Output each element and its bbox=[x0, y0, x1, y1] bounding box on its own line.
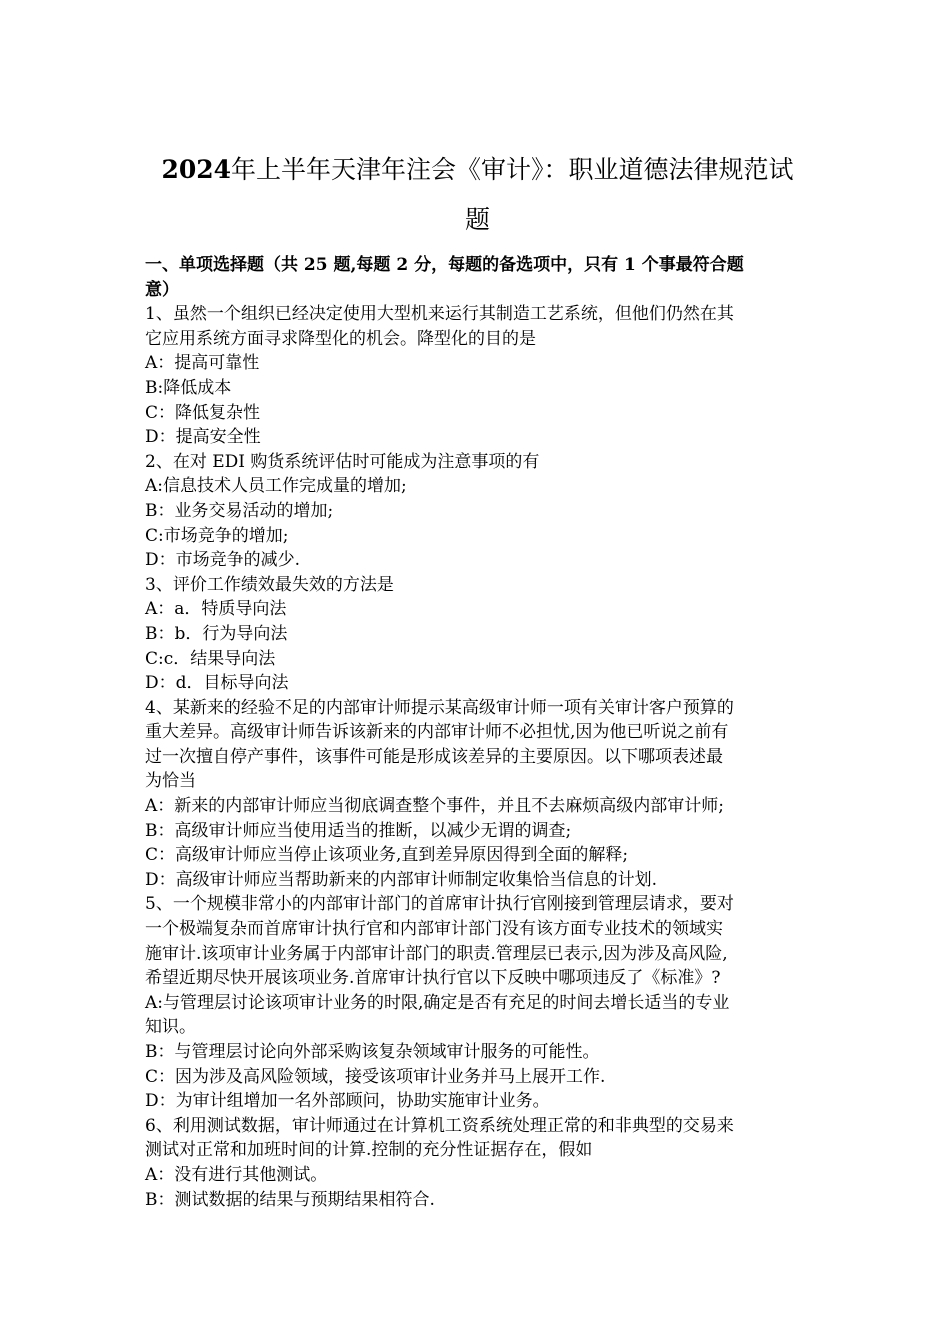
option-d: D：为审计组增加一名外部顾问，协助实施审计业务。 bbox=[145, 1091, 550, 1112]
question-stem-line: 重大差异。高级审计师告诉该新来的内部审计师不必担忧,因为他已听说之前有 bbox=[145, 722, 729, 743]
question-4 bbox=[145, 696, 810, 893]
section-heading-line: 意） bbox=[145, 279, 179, 300]
question-6 bbox=[145, 1114, 810, 1212]
question-stem-line: 5、一个规模非常小的内部审计部门的首席审计执行官刚接到管理层请求，要对 bbox=[145, 894, 734, 915]
option-c: C:市场竞争的增加; bbox=[145, 525, 289, 546]
option-a-continued: 知识。 bbox=[145, 1017, 196, 1038]
option-a: A:与管理层讨论该项审计业务的时限,确定是否有充足的时间去增长适当的专业 bbox=[145, 992, 730, 1013]
question-stem-line: 一个极端复杂而首席审计执行官和内部审计部门没有该方面专业技术的领域实 bbox=[145, 919, 723, 940]
section-heading bbox=[145, 253, 810, 302]
option-c: C：因为涉及高风险领域，接受该项审计业务并马上展开工作. bbox=[145, 1066, 606, 1087]
option-a: A:信息技术人员工作完成量的增加; bbox=[145, 476, 407, 497]
title-text: 年上半年天津年注会《审计》：职业道德法律规范试 bbox=[231, 155, 794, 184]
document-title bbox=[145, 145, 810, 245]
title-line-2: 题 bbox=[464, 205, 490, 234]
title-line-1 bbox=[145, 145, 810, 195]
option-a: A：提高可靠性 bbox=[145, 353, 260, 374]
question-stem-line: 希望近期尽快开展该项业务.首席审计执行官以下反映中哪项违反了《标准》? bbox=[145, 968, 721, 989]
option-b: B：测试数据的结果与预期结果相符合. bbox=[145, 1189, 435, 1210]
document-page bbox=[145, 145, 810, 1212]
question-stem-line: 1、虽然一个组织已经决定使用大型机来运行其制造工艺系统，但他们仍然在其 bbox=[145, 304, 734, 325]
option-b: B：高级审计师应当使用适当的推断，以减少无谓的调查; bbox=[145, 820, 572, 841]
option-b: B：业务交易活动的增加; bbox=[145, 500, 334, 521]
question-stem-line: 过一次擅自停产事件，该事件可能是形成该差异的主要原因。以下哪项表述最 bbox=[145, 746, 723, 767]
option-a: A：没有进行其他测试。 bbox=[145, 1164, 328, 1185]
question-2 bbox=[145, 450, 810, 573]
section-heading-line: 一、单项选择题（共 25 题,每题 2 分，每题的备选项中，只有 1 个事最符合题 bbox=[145, 255, 744, 275]
option-d: D：市场竞争的减少. bbox=[145, 550, 301, 571]
option-b: B：与管理层讨论向外部采购该复杂领域审计服务的可能性。 bbox=[145, 1042, 600, 1062]
question-stem-line: 4、某新来的经验不足的内部审计师提示某高级审计师一项有关审计客户预算的 bbox=[145, 697, 734, 718]
option-b: B：b．行为导向法 bbox=[145, 623, 288, 644]
question-3 bbox=[145, 573, 810, 696]
question-stem-line: 6、利用测试数据，审计师通过在计算机工资系统处理正常的和非典型的交易来 bbox=[145, 1115, 734, 1136]
option-d: D：提高安全性 bbox=[145, 427, 261, 448]
option-c: C:c．结果导向法 bbox=[145, 648, 276, 669]
question-stem-line: 测试对正常和加班时间的计算.控制的充分性证据存在，假如 bbox=[145, 1140, 593, 1161]
option-b: B:降低成本 bbox=[145, 377, 232, 398]
question-5 bbox=[145, 892, 810, 1113]
question-stem-line: 为恰当 bbox=[145, 771, 196, 792]
option-a: A：新来的内部审计师应当彻底调查整个事件，并且不去麻烦高级内部审计师; bbox=[145, 796, 725, 817]
question-stem-line: 3、评价工作绩效最失效的方法是 bbox=[145, 574, 394, 595]
title-year: 2024 bbox=[161, 155, 232, 184]
question-stem-line: 2、在对 EDI 购货系统评估时可能成为注意事项的有 bbox=[145, 451, 540, 472]
option-c: C：降低复杂性 bbox=[145, 402, 261, 423]
option-a: A：a．特质导向法 bbox=[145, 599, 287, 620]
option-d: D：d．目标导向法 bbox=[145, 673, 289, 694]
question-stem-line: 它应用系统方面寻求降型化的机会。降型化的目的是 bbox=[145, 328, 536, 349]
option-d: D：高级审计师应当帮助新来的内部审计师制定收集恰当信息的计划. bbox=[145, 869, 658, 890]
option-c: C：高级审计师应当停止该项业务,直到差异原因得到全面的解释; bbox=[145, 845, 629, 866]
question-stem-line: 施审计.该项审计业务属于内部审计部门的职责.管理层已表示,因为涉及高风险, bbox=[145, 943, 728, 964]
question-1 bbox=[145, 302, 810, 450]
